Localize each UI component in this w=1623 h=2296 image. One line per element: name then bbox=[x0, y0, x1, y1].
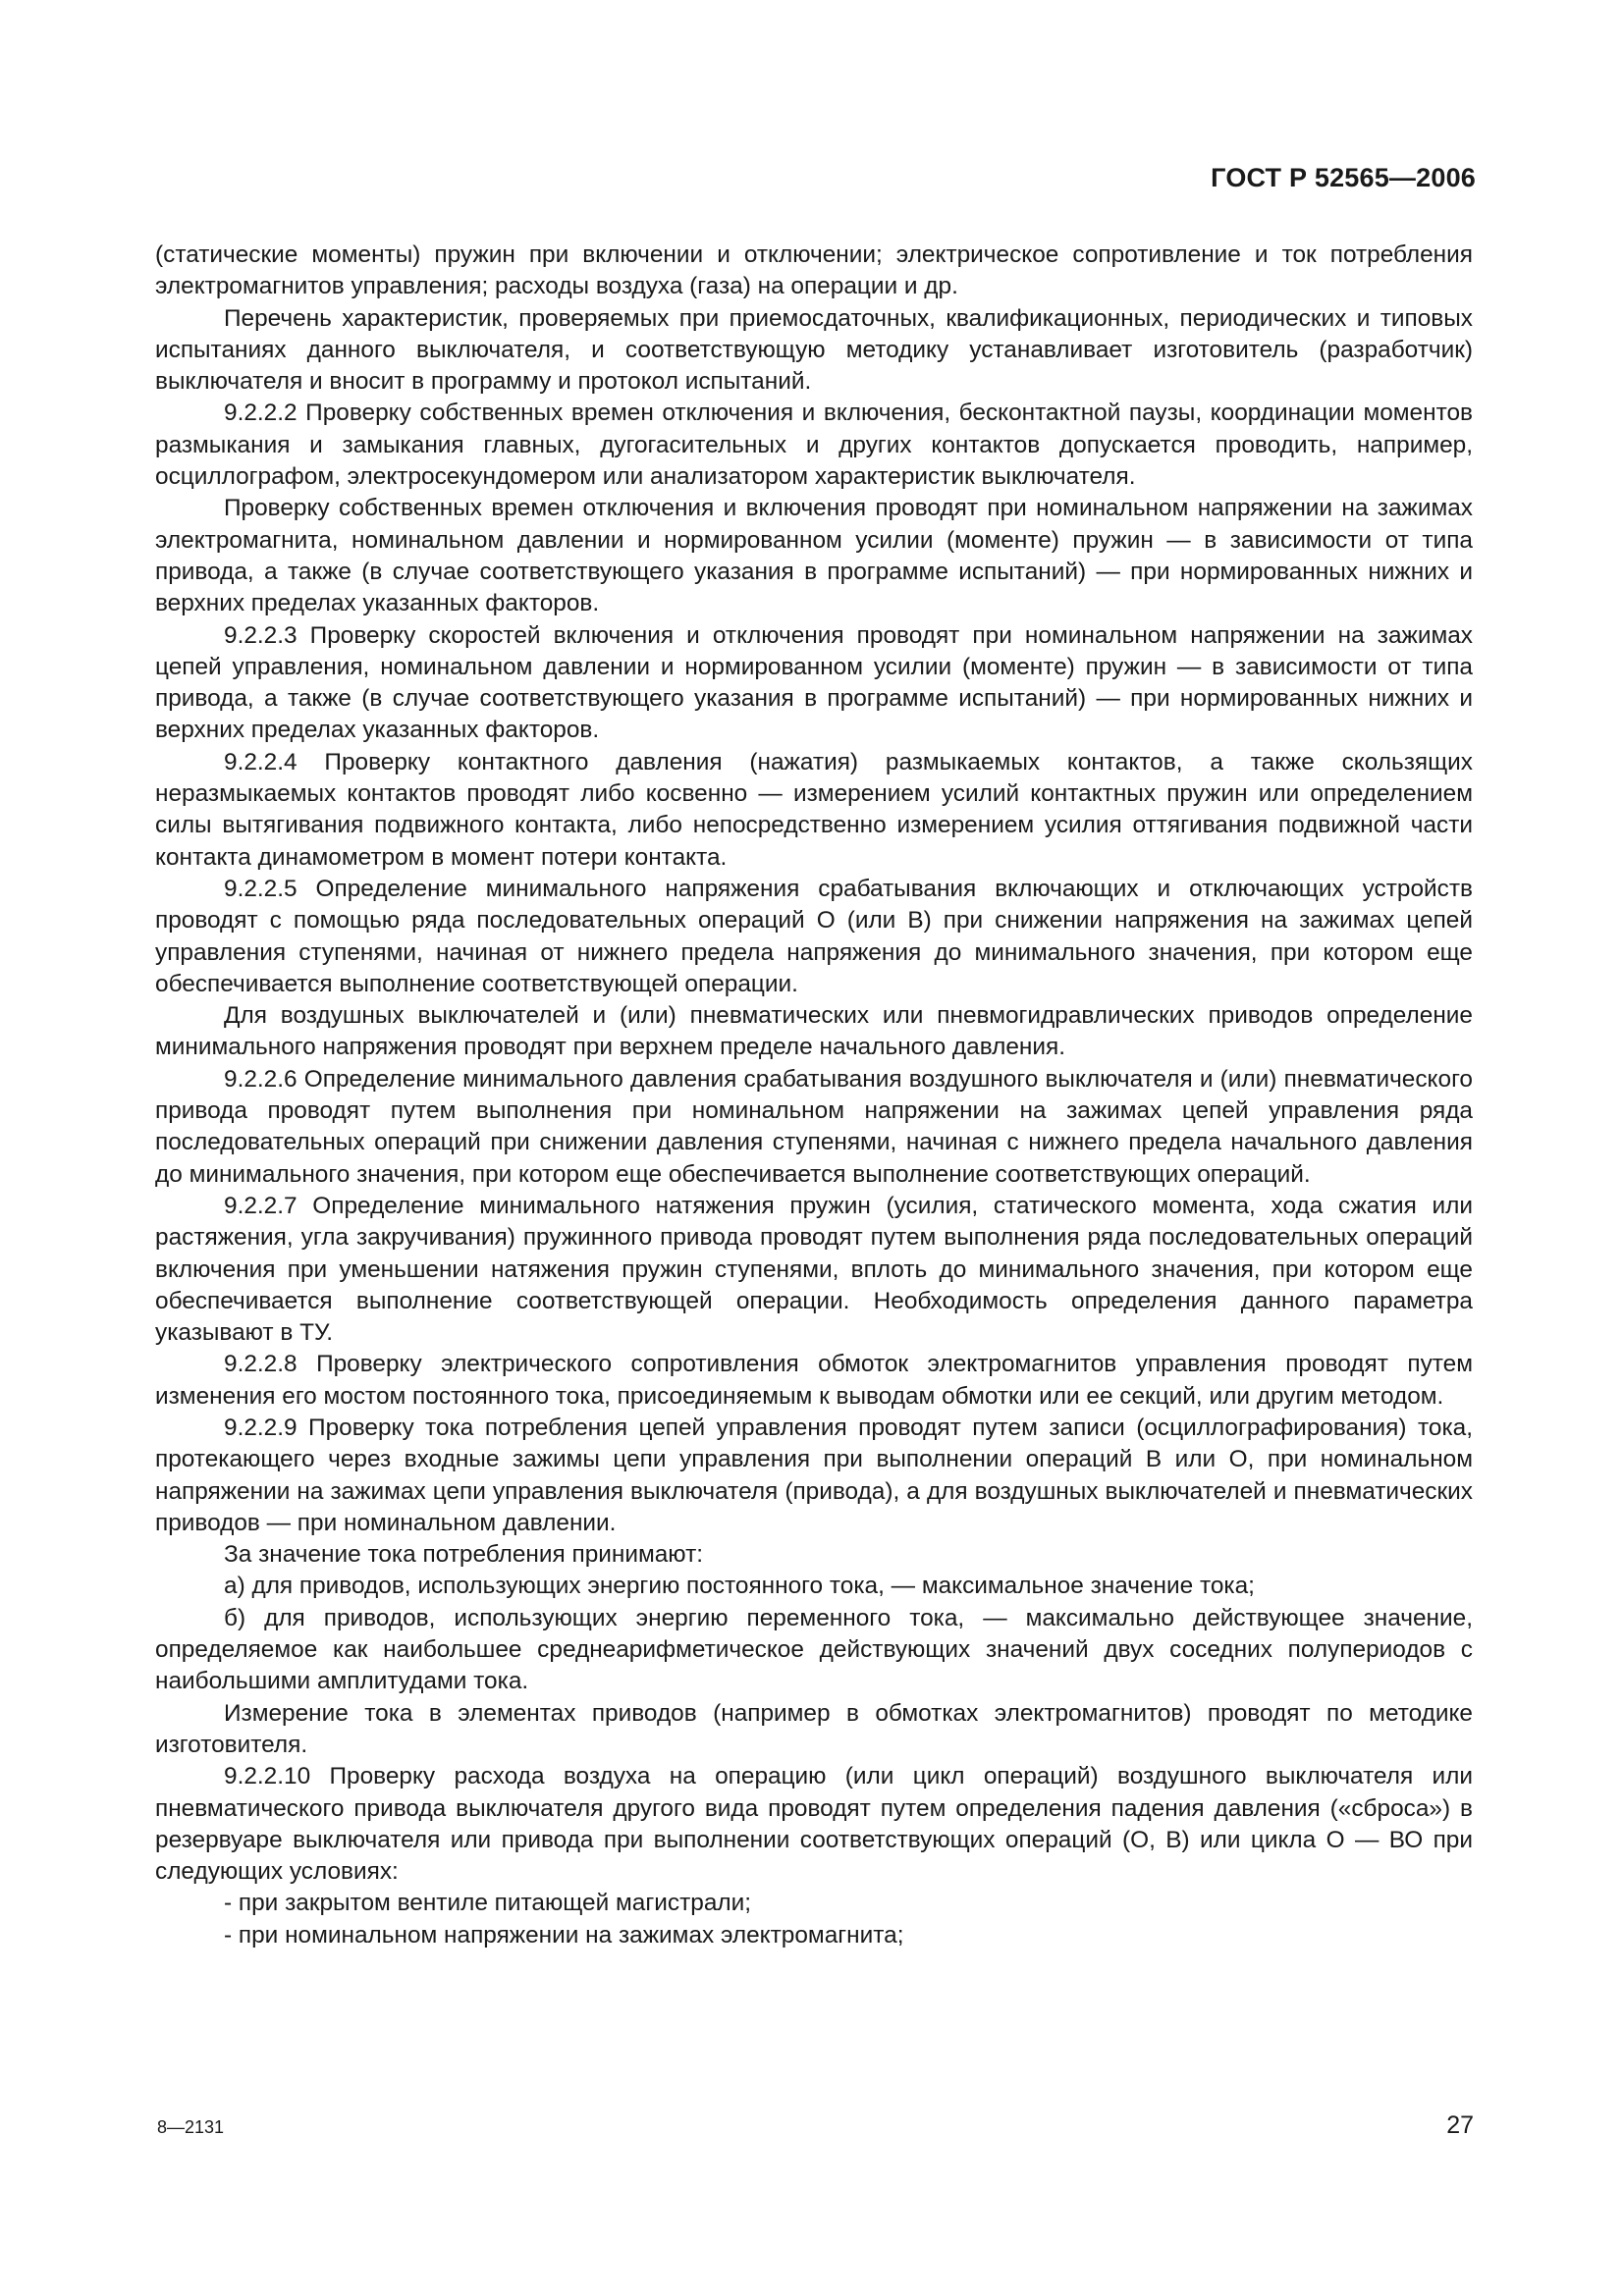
paragraph: - при номинальном напряжении на зажимах электромагнита; bbox=[224, 1921, 904, 1949]
page-code: 8—2131 bbox=[157, 2117, 225, 2137]
paragraph: 9.2.2.4 Проверку контактного давления (нажатия) размыкаемых контактов, а также скользящих неразмыкаемых контактов проводят либо косвенно — измерением усилий контактных пружин или определением силы вытягивания подвижного контакта, либо непосредственно измерением усилия оттягивания подвижной части контакта динамометром в момент потери контакта. bbox=[155, 748, 1473, 871]
paragraph: Проверку собственных времен отключения и включения проводят при номинальном напряжении на зажимах электромагнита, номинальном давлении и нормированном усилии (моменте) пружин — в зависимости от типа привода, а также (в случае соответствующего указания в программе испытаний) — при нормированных нижних и верхних пределах указанных факторов. bbox=[155, 495, 1473, 617]
paragraph: 9.2.2.10 Проверку расхода воздуха на операцию (или цикл операций) воздушного выключателя или пневматического привода выключателя другого вида проводят путем определения падения давления («сброса») в резервуаре выключателя или привода при выполнении соответствующих операций (О, В) или цикла О — ВО при следующих условиях: bbox=[155, 1763, 1473, 1886]
paragraph: б) для приводов, использующих энергию переменного тока, — максимально действующее значение, определяемое как наибольшее среднеарифметическое действующих значений двух соседних полупериодов с наибольшими амплитудами тока. bbox=[155, 1604, 1473, 1695]
paragraph: 9.2.2.2 Проверку собственных времен отключения и включения, бесконтактной паузы, координации моментов размыкания и замыкания главных, дугогасительных и других контактов допускается проводить, например, осциллографом, электросекундомером или анализатором характеристик выключателя. bbox=[155, 400, 1473, 491]
page-header-standard: ГОСТ Р 52565—2006 bbox=[1211, 163, 1476, 192]
paragraph: 9.2.2.9 Проверку тока потребления цепей управления проводят путем записи (осциллографирования) тока, протекающего через входные зажимы цепи управления при выполнении операций В или О, при номинальном напряжении на зажимах цепи управления выключателя (привода), а для воздушных выключателей и пневматических приводов — при номинальном давлении. bbox=[155, 1414, 1473, 1536]
paragraph: (статические моменты) пружин при включении и отключении; электрическое сопротивление и ток потребления электромагнитов управления; расходы воздуха (газа) на операции и др. bbox=[155, 241, 1473, 300]
paragraph: а) для приводов, использующих энергию постоянного тока, — максимальное значение тока; bbox=[224, 1573, 1255, 1600]
paragraph: Измерение тока в элементах приводов (например в обмотках электромагнитов) проводят по методике изготовителя. bbox=[155, 1699, 1473, 1758]
paragraph: Для воздушных выключателей и (или) пневматических или пневмогидравлических приводов определение минимального напряжения проводят при верхнем пределе начального давления. bbox=[155, 1002, 1473, 1061]
paragraph: 9.2.2.8 Проверку электрического сопротивления обмоток электромагнитов управления проводят путем изменения его мостом постоянного тока, присоединяемым к выводам обмотки или ее секций, или другим методом. bbox=[155, 1351, 1473, 1410]
paragraph: 9.2.2.7 Определение минимального натяжения пружин (усилия, статического момента, хода сжатия или растяжения, угла закручивания) пружинного привода проводят путем выполнения ряда последовательных операций включения при уменьшении натяжения пружин ступенями, вплоть до минимального значения, при котором еще обеспечивается выполнение соответствующей операции. Необходимость определения данного параметра указывают в ТУ. bbox=[155, 1192, 1473, 1347]
paragraph: - при закрытом вентиле питающей магистрали; bbox=[224, 1890, 752, 1917]
page-number: 27 bbox=[1446, 2111, 1474, 2139]
paragraph: За значение тока потребления принимают: bbox=[224, 1541, 704, 1569]
body-text bbox=[155, 240, 1473, 1951]
paragraph: 9.2.2.6 Определение минимального давления срабатывания воздушного выключателя и (или) пневматического привода проводят путем выполнения при номинальном напряжении на зажимах цепей управления ряда последовательных операций при снижении давления ступенями, начиная с нижнего предела начального давления до минимального значения, при котором еще обеспечивается выполнение соответствующих операций. bbox=[155, 1065, 1473, 1188]
paragraph: 9.2.2.3 Проверку скоростей включения и отключения проводят при номинальном напряжении на зажимах цепей управления, номинальном давлении и нормированном усилии (моменте) пружин — в зависимости от типа привода, а также (в случае соответствующего указания в программе испытаний) — при нормированных нижних и верхних пределах указанных факторов. bbox=[155, 621, 1473, 744]
paragraph: 9.2.2.5 Определение минимального напряжения срабатывания включающих и отключающих устройств проводят с помощью ряда последовательных операций О (или В) при снижении напряжения на зажимах цепей управления ступенями, начиная от нижнего предела напряжения до минимального значения, при котором еще обеспечивается выполнение соответствующей операции. bbox=[155, 875, 1473, 997]
paragraph: Перечень характеристик, проверяемых при приемосдаточных, квалификационных, периодических и типовых испытаниях данного выключателя, и соответствующую методику устанавливает изготовитель (разработчик) выключателя и вносит в программу и протокол испытаний. bbox=[155, 304, 1473, 396]
